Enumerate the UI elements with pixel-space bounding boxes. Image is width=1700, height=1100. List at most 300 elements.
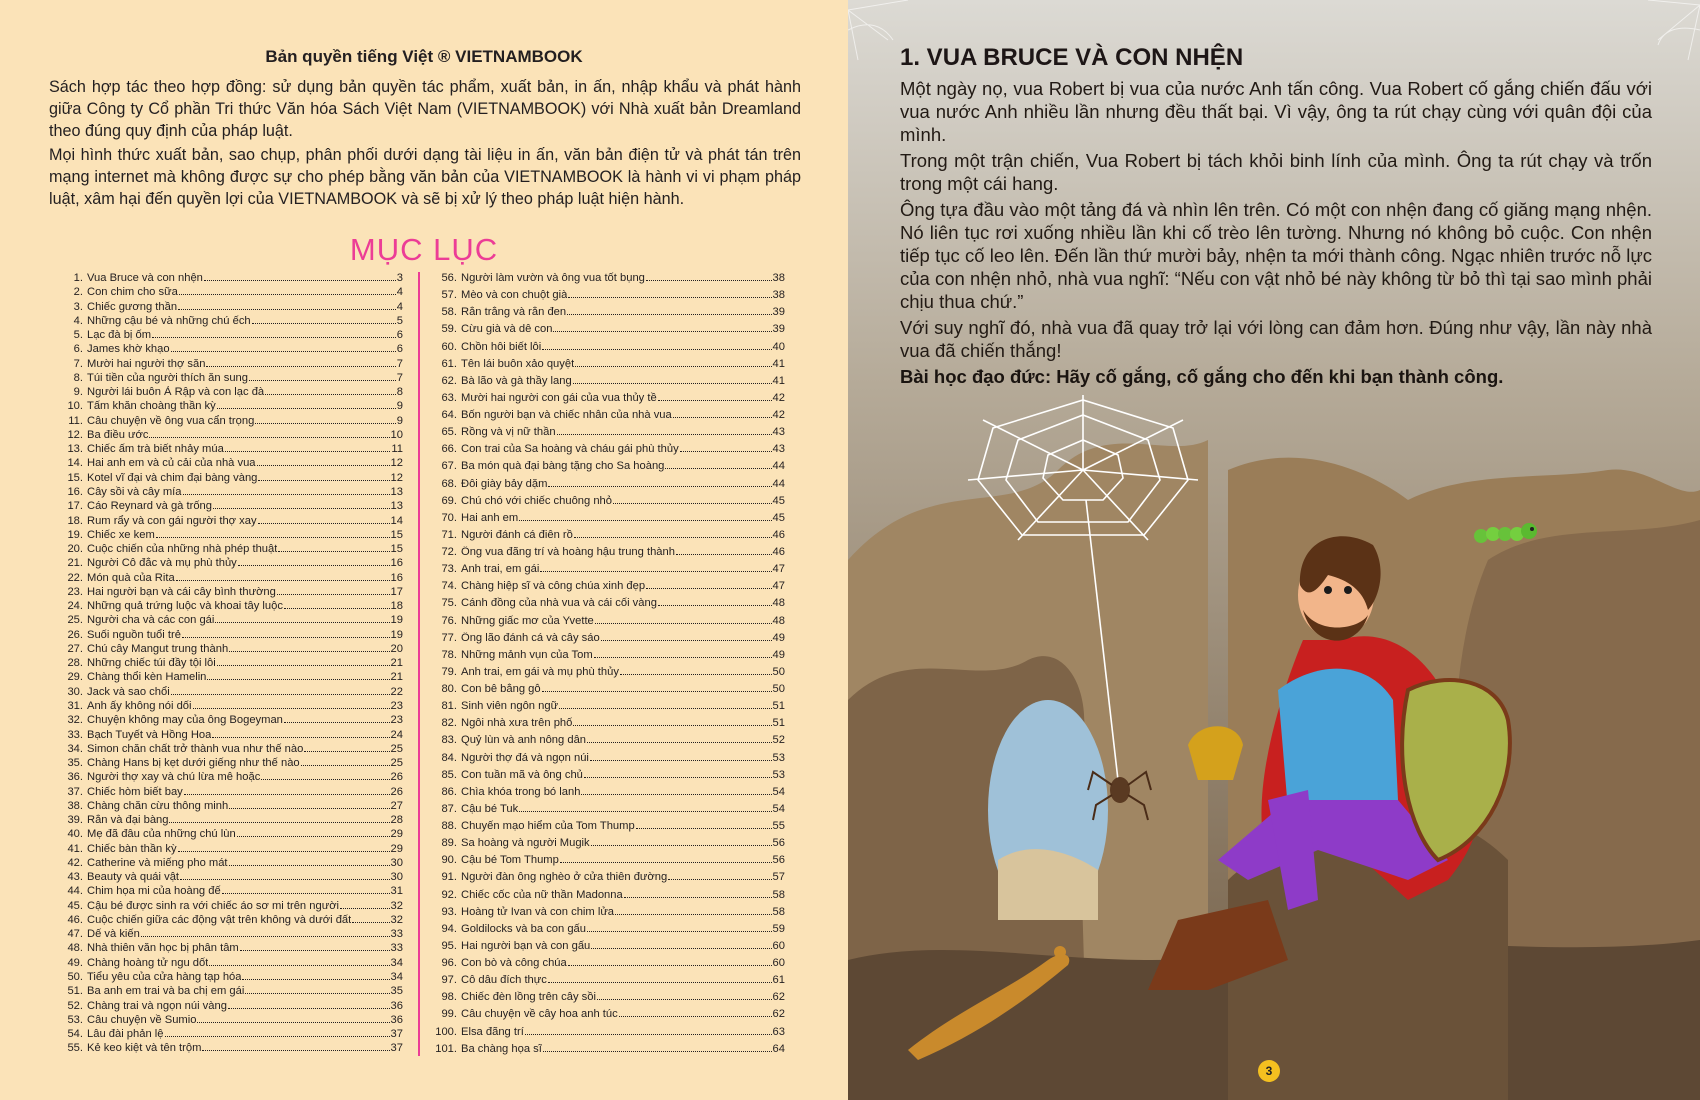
toc-entry-number: 52. — [67, 999, 83, 1012]
toc-entry — [58, 629, 403, 642]
toc-entry-title: Câu chuyện về cây hoa anh túc — [461, 1008, 618, 1021]
toc-entry-title: Người thợ xay và chú lừa mê hoặc — [87, 771, 261, 784]
toc-entry-page: 49 — [772, 631, 785, 644]
toc-entry-title: Những chiếc túi đầy tội lỗi — [87, 657, 216, 670]
toc-leader-dots — [258, 480, 389, 481]
toc-entry-title: Chuyện không may của ông Bogeyman — [87, 714, 283, 727]
toc-leader-dots — [301, 765, 390, 766]
toc-entry-page: 38 — [772, 272, 785, 284]
toc-leader-dots — [284, 722, 390, 723]
toc-entry — [432, 460, 785, 473]
toc-entry-page: 7 — [396, 371, 403, 384]
toc-entry-page: 27 — [390, 799, 403, 812]
toc-leader-dots — [258, 523, 390, 524]
toc-leader-dots — [212, 737, 389, 738]
toc-leader-dots — [624, 897, 772, 898]
toc-leader-dots — [249, 380, 396, 381]
toc-entry — [432, 837, 785, 850]
toc-entry-number: 73. — [441, 563, 457, 576]
toc-entry — [432, 906, 785, 919]
toc-entry-title: Chiếc xe kem — [87, 528, 155, 541]
toc-entry-page: 21 — [390, 657, 403, 670]
toc-leader-dots — [193, 708, 390, 709]
toc-entry-page: 48 — [772, 614, 785, 627]
toc-leader-dots — [171, 351, 396, 352]
toc-entry-page: 36 — [390, 1013, 403, 1026]
toc-entry-page: 54 — [772, 785, 785, 798]
toc-entry-number: 17. — [67, 500, 83, 513]
toc-entry-page: 47 — [772, 580, 785, 593]
toc-entry — [58, 1014, 403, 1027]
toc-entry — [58, 1042, 403, 1055]
toc-leader-dots — [207, 679, 389, 680]
toc-entry-page: 29 — [390, 842, 403, 855]
toc-leader-dots — [237, 836, 390, 837]
story-paragraph-3: Ông tựa đầu vào một tảng đá và nhìn lên trên. Có một con nhện đang cố giăng mạng nhện. Nó liên tục rơi xuống nhiều lần khi cố trèo lên tường. Nhưng nó không bỏ cuộc. Con nhện tiếp tục cố leo lên. Đến lần thứ mười bảy, nhện ta mới thành công. Ngạc nhiên trước nỗ lực của con nhện nhỏ, nhà vua nghĩ: “Nếu con vật nhỏ bé này không từ bỏ thì tại sao mình phải chịu thua chứ.” — [900, 199, 1652, 312]
toc-entry-number: 33. — [67, 728, 83, 741]
toc-entry — [432, 974, 785, 987]
toc-entry — [58, 400, 403, 413]
toc-entry-number: 30. — [67, 685, 83, 698]
toc-entry-number: 88. — [441, 820, 457, 832]
toc-entry-number: 74. — [441, 580, 457, 593]
toc-entry-page: 23 — [390, 699, 403, 712]
toc-entry-number: 62. — [441, 374, 457, 387]
toc-entry-page: 53 — [772, 751, 785, 764]
toc-entry-title: Ba món quà đại bàng tặng cho Sa hoàng — [461, 460, 665, 473]
toc-entry-page: 22 — [390, 685, 403, 698]
toc-entry-title: Tên lái buôn xảo quyệt — [461, 357, 575, 370]
toc-entry-number: 67. — [441, 460, 457, 473]
toc-entry-number: 101. — [435, 1042, 457, 1055]
toc-entry-number: 49. — [67, 956, 83, 969]
toc-entry-title: Câu chuyện về ông vua cẩn trọng — [87, 414, 255, 427]
toc-entry-title: Catherine và miếng pho mát — [87, 856, 228, 869]
toc-entry-page: 15 — [390, 543, 403, 556]
toc-entry-title: Con chim cho sữa — [87, 286, 178, 299]
toc-entry-number: 25. — [67, 614, 83, 627]
toc-entry-page: 64 — [772, 1042, 785, 1055]
toc-leader-dots — [229, 808, 389, 809]
toc-leader-dots — [590, 760, 772, 761]
toc-entry-page: 60 — [772, 957, 785, 969]
toc-entry-title: Kotel vĩ đại và chim đại bàng vàng — [87, 471, 258, 484]
toc-entry — [58, 372, 403, 385]
toc-entry-number: 9. — [73, 386, 83, 399]
toc-leader-dots — [206, 366, 395, 367]
story-title: 1. VUA BRUCE VÀ CON NHỆN — [900, 44, 1244, 71]
toc-leader-dots — [548, 486, 771, 487]
toc-entry-number: 32. — [67, 714, 83, 727]
toc-entry — [58, 272, 403, 285]
toc-leader-dots — [217, 665, 390, 666]
toc-entry-page: 45 — [772, 494, 785, 507]
toc-entry-number: 99. — [441, 1008, 457, 1021]
toc-entry-page: 4 — [396, 300, 403, 313]
toc-entry-page: 46 — [772, 546, 785, 558]
toc-entry-page: 43 — [772, 426, 785, 439]
toc-entry-title: Ba chàng họa sĩ — [461, 1042, 542, 1055]
toc-leader-dots — [217, 408, 396, 409]
toc-entry — [58, 429, 403, 442]
toc-entry-page: 32 — [390, 913, 403, 926]
toc-entry-page: 10 — [390, 428, 403, 441]
toc-entry-title: Người Cô đắc và mụ phù thủy — [87, 557, 237, 570]
toc-leader-dots — [261, 779, 389, 780]
toc-entry — [432, 529, 785, 542]
toc-title: MỤC LỤC — [349, 232, 499, 267]
toc-entry-title: Anh trai, em gái và mụ phù thủy — [461, 665, 619, 678]
toc-entry-number: 65. — [441, 426, 457, 439]
toc-leader-dots — [574, 537, 772, 538]
toc-entry — [58, 1000, 403, 1013]
toc-entry-title: Elsa đãng trí — [461, 1025, 524, 1038]
toc-leader-dots — [180, 879, 390, 880]
toc-leader-dots — [676, 554, 772, 555]
toc-leader-dots — [553, 331, 771, 332]
toc-entry — [58, 843, 403, 856]
toc-entry-number: 58. — [441, 306, 457, 319]
toc-entry-title: Mèo và con chuột già — [461, 289, 568, 302]
toc-entry-number: 86. — [441, 785, 457, 798]
toc-entry-title: Chàng chăn cừu thông minh — [87, 799, 229, 812]
toc-entry-title: Cánh đồng của nhà vua và cái cối vàng — [461, 597, 657, 610]
toc-entry — [58, 657, 403, 670]
toc-entry — [58, 957, 403, 970]
toc-entry-title: Goldilocks và ba con gấu — [461, 922, 587, 935]
toc-leader-dots — [559, 708, 771, 709]
toc-entry — [432, 272, 785, 285]
toc-entry-number: 97. — [441, 974, 457, 987]
toc-entry-page: 8 — [396, 386, 403, 399]
toc-entry — [58, 743, 403, 756]
toc-leader-dots — [141, 936, 390, 937]
toc-entry-page: 58 — [772, 905, 785, 918]
toc-entry — [432, 666, 785, 679]
toc-entry-number: 1. — [73, 272, 83, 284]
toc-entry-title: Ba anh em trai và ba chị em gái — [87, 985, 245, 998]
toc-entry-page: 41 — [772, 374, 785, 387]
toc-entry-page: 60 — [772, 939, 785, 952]
toc-entry — [58, 643, 403, 656]
toc-entry-number: 38. — [67, 799, 83, 812]
toc-entry-number: 20. — [67, 543, 83, 556]
toc-entry-number: 45. — [67, 899, 83, 912]
toc-entry-page: 24 — [390, 728, 403, 741]
toc-entry-page: 62 — [772, 1008, 785, 1021]
toc-leader-dots — [202, 1050, 389, 1051]
toc-entry-number: 8. — [73, 371, 83, 384]
toc-entry-number: 5. — [73, 329, 83, 342]
toc-entry-title: Hai người bạn và cái cây bình thường — [87, 585, 276, 598]
toc-entry — [58, 486, 403, 499]
toc-leader-dots — [658, 400, 772, 401]
toc-entry-page: 54 — [772, 802, 785, 815]
toc-entry-page: 55 — [772, 820, 785, 832]
toc-entry-title: Chiếc gương thần — [87, 300, 178, 313]
toc-entry — [432, 323, 785, 336]
toc-entry-page: 13 — [390, 485, 403, 498]
toc-entry — [58, 928, 403, 941]
toc-entry-number: 89. — [441, 837, 457, 850]
toc-entry-page: 30 — [390, 871, 403, 884]
toc-entry — [432, 409, 785, 422]
toc-entry-title: Mười hai người con gái của vua thủy tề — [461, 391, 657, 404]
toc-entry-page: 21 — [390, 671, 403, 684]
toc-entry-number: 61. — [441, 357, 457, 370]
toc-entry-page: 19 — [390, 628, 403, 641]
toc-entry-title: Cừu già và dê con — [461, 323, 553, 336]
toc-entry-number: 12. — [67, 428, 83, 441]
toc-entry — [58, 543, 403, 556]
toc-leader-dots — [557, 434, 772, 435]
toc-leader-dots — [680, 451, 772, 452]
toc-entry — [58, 415, 403, 428]
toc-entry — [58, 729, 403, 742]
toc-entry-title: Con bò và công chúa — [461, 957, 567, 969]
toc-entry — [58, 529, 403, 542]
toc-entry — [432, 649, 785, 662]
toc-leader-dots — [252, 323, 396, 324]
toc-entry-page: 25 — [390, 742, 403, 755]
toc-entry-number: 34. — [67, 742, 83, 755]
toc-entry-page: 57 — [772, 871, 785, 884]
toc-entry-number: 7. — [73, 357, 83, 370]
toc-entry-page: 42 — [772, 409, 785, 421]
toc-entry-title: Đôi giày bảy dặm — [461, 477, 548, 490]
toc-entry — [58, 515, 403, 528]
toc-entry-number: 95. — [441, 939, 457, 952]
toc-entry-title: Chìa khóa trong bó lanh — [461, 785, 581, 798]
toc-entry — [58, 814, 403, 827]
toc-entry-number: 23. — [67, 585, 83, 598]
toc-entry-number: 51. — [67, 985, 83, 998]
toc-entry-page: 56 — [772, 837, 785, 850]
toc-entry — [58, 600, 403, 613]
toc-leader-dots — [615, 914, 772, 915]
toc-entry-title: Cậu bé Tuk — [461, 802, 519, 815]
toc-leader-dots — [184, 794, 390, 795]
toc-leader-dots — [179, 294, 396, 295]
toc-leader-dots — [619, 1016, 772, 1017]
toc-entry-page: 14 — [390, 514, 403, 527]
toc-entry-page: 6 — [396, 329, 403, 342]
toc-leader-dots — [265, 394, 396, 395]
toc-entry — [432, 700, 785, 713]
toc-entry-page: 34 — [390, 956, 403, 969]
toc-entry — [58, 857, 403, 870]
toc-entry-number: 44. — [67, 885, 83, 898]
toc-entry-number: 87. — [441, 802, 457, 815]
toc-leader-dots — [240, 950, 390, 951]
toc-entry-title: Hai anh em — [461, 511, 519, 524]
toc-entry-number: 84. — [441, 751, 457, 764]
toc-column-left — [58, 272, 403, 1056]
toc-leader-dots — [204, 280, 396, 281]
toc-entry-number: 31. — [67, 699, 83, 712]
toc-leader-dots — [171, 694, 390, 695]
toc-entry-number: 37. — [67, 785, 83, 798]
toc-entry-page: 12 — [390, 471, 403, 484]
toc-entry-number: 91. — [441, 871, 457, 884]
toc-entry — [432, 1008, 785, 1021]
toc-leader-dots — [278, 551, 389, 552]
toc-entry-number: 47. — [67, 928, 83, 941]
toc-leader-dots — [568, 297, 771, 298]
toc-leader-dots — [658, 605, 772, 606]
toc-entry — [432, 769, 785, 782]
toc-entry-title: Tấm khăn choàng thần kỳ — [87, 400, 216, 413]
toc-entry-number: 68. — [441, 477, 457, 490]
toc-entry-number: 16. — [67, 485, 83, 498]
toc-entry-number: 94. — [441, 922, 457, 935]
toc-entry-page: 56 — [772, 854, 785, 867]
toc-entry — [58, 457, 403, 470]
toc-entry-page: 51 — [772, 717, 785, 730]
toc-entry — [432, 306, 785, 319]
toc-leader-dots — [352, 922, 389, 923]
toc-entry-number: 56. — [441, 272, 457, 284]
toc-entry-number: 11. — [68, 414, 83, 427]
toc-entry — [432, 289, 785, 302]
toc-entry-number: 71. — [441, 528, 457, 541]
toc-entry — [58, 786, 403, 799]
toc-entry-number: 98. — [441, 991, 457, 1004]
toc-leader-dots — [591, 948, 771, 949]
toc-entry-title: Những giấc mơ của Yvette — [461, 614, 594, 627]
toc-entry-page: 39 — [772, 306, 785, 319]
toc-entry-title: Chuyến mạo hiểm của Tom Thump — [461, 820, 635, 832]
toc-leader-dots — [149, 437, 389, 438]
toc-entry-title: Chiếc ấm trà biết nhảy múa — [87, 443, 224, 456]
toc-entry — [58, 614, 403, 627]
toc-entry-number: 75. — [441, 597, 457, 610]
toc-entry-page: 42 — [772, 391, 785, 404]
toc-entry-number: 41. — [67, 842, 83, 855]
toc-entry-title: Người lái buôn Ả Rập và con lạc đà — [87, 386, 265, 399]
toc-leader-dots — [519, 520, 771, 521]
toc-entry-number: 48. — [67, 942, 83, 955]
toc-entry-page: 5 — [396, 314, 403, 327]
toc-entry — [58, 757, 403, 770]
toc-leader-dots — [178, 851, 390, 852]
toc-entry-number: 24. — [67, 600, 83, 613]
toc-entry-title: Chiếc hòm biết bay — [87, 785, 183, 798]
toc-entry — [58, 358, 403, 371]
toc-leader-dots — [542, 691, 772, 692]
toc-entry-title: Hoàng tử Ivan và con chim lửa — [461, 905, 615, 918]
toc-leader-dots — [183, 494, 390, 495]
toc-leader-dots — [222, 893, 390, 894]
toc-entry-page: 45 — [772, 511, 785, 524]
toc-entry — [58, 671, 403, 684]
toc-entry-title: Chàng trai và ngọn núi vàng — [87, 999, 227, 1012]
toc-leader-dots — [245, 993, 389, 994]
toc-entry-page: 37 — [390, 1028, 403, 1041]
toc-entry-number: 6. — [73, 343, 83, 356]
toc-entry-page: 11 — [391, 443, 403, 456]
toc-entry-number: 66. — [441, 443, 457, 456]
toc-leader-dots — [540, 571, 771, 572]
toc-entry — [432, 854, 785, 867]
toc-entry-title: Chiếc đèn lồng trên cây sồi — [461, 991, 596, 1004]
toc-leader-dots — [543, 1051, 772, 1052]
toc-leader-dots — [519, 811, 771, 812]
toc-leader-dots — [169, 822, 389, 823]
toc-entry-page: 7 — [396, 357, 403, 370]
toc-entry — [432, 923, 785, 936]
toc-entry-title: Rắn và đại bàng — [87, 814, 169, 827]
toc-entry — [432, 734, 785, 747]
toc-leader-dots — [229, 865, 390, 866]
toc-entry — [58, 900, 403, 913]
toc-entry-number: 96. — [441, 957, 457, 969]
toc-entry-page: 16 — [390, 557, 403, 570]
toc-entry-page: 31 — [390, 885, 403, 898]
toc-leader-dots — [613, 503, 772, 504]
page-number: 3 — [1258, 1060, 1280, 1082]
toc-entry-title: Cậu bé Tom Thump — [461, 854, 559, 867]
toc-entry-page: 6 — [396, 343, 403, 356]
toc-entry-title: Người đánh cá điên rồ — [461, 528, 573, 541]
toc-entry-number: 27. — [67, 642, 83, 655]
copyright-paragraph-1: Sách hợp tác theo hợp đồng: sử dụng bản quyền tác phẩm, xuất bản, in ấn, nhập khẩu và phát hành giữa Công ty Cổ phần Tri thức Văn hóa Sách Việt Nam (VIETNAMBOOK) với Nhà xuất bản Dreamland theo đúng quy định của pháp luật. — [49, 78, 801, 140]
toc-entry-page: 12 — [390, 457, 403, 470]
toc-entry-title: Hai anh em và củ cải của nhà vua — [87, 457, 256, 470]
toc-entry — [432, 341, 785, 354]
toc-entry-title: Bốn người bạn và chiếc nhẫn của nhà vua — [461, 409, 672, 421]
toc-leader-dots — [568, 965, 772, 966]
toc-entry-page: 51 — [772, 700, 785, 713]
toc-entry-title: Sa hoàng và người Mugik — [461, 837, 590, 850]
toc-entry-page: 19 — [390, 614, 403, 627]
toc-entry-number: 77. — [441, 631, 457, 644]
toc-entry-title: Mẹ đã đâu của những chú lùn — [87, 828, 236, 841]
toc-entry-title: Hai người bạn và con gấu — [461, 939, 591, 952]
toc-leader-dots — [255, 423, 395, 424]
toc-entry-page: 34 — [390, 971, 403, 984]
toc-entry — [432, 991, 785, 1004]
toc-entry-title: Cô dâu đích thực — [461, 974, 547, 987]
toc-divider — [418, 272, 420, 1056]
toc-leader-dots — [229, 651, 389, 652]
toc-entry — [432, 375, 785, 388]
toc-entry-page: 18 — [390, 600, 403, 613]
toc-entry-number: 69. — [441, 494, 457, 507]
toc-entry-number: 82. — [441, 717, 457, 730]
toc-entry — [432, 580, 785, 593]
toc-leader-dots — [176, 580, 390, 581]
toc-leader-dots — [581, 794, 771, 795]
toc-entry-number: 79. — [441, 665, 457, 678]
toc-entry-page: 38 — [772, 289, 785, 302]
toc-entry-number: 19. — [67, 528, 83, 541]
toc-entry-title: James khờ khạo — [87, 343, 170, 356]
toc-entry-page: 30 — [390, 856, 403, 869]
toc-entry-number: 53. — [67, 1013, 83, 1026]
toc-entry — [432, 512, 785, 525]
toc-entry — [58, 700, 403, 713]
toc-entry — [432, 632, 785, 645]
toc-entry — [432, 940, 785, 953]
toc-entry-page: 48 — [772, 597, 785, 610]
toc-entry-number: 63. — [441, 391, 457, 404]
toc-entry — [432, 597, 785, 610]
toc-entry-page: 62 — [772, 991, 785, 1004]
toc-entry-page: 15 — [390, 528, 403, 541]
toc-leader-dots — [573, 725, 771, 726]
toc-entry-number: 57. — [441, 289, 457, 302]
